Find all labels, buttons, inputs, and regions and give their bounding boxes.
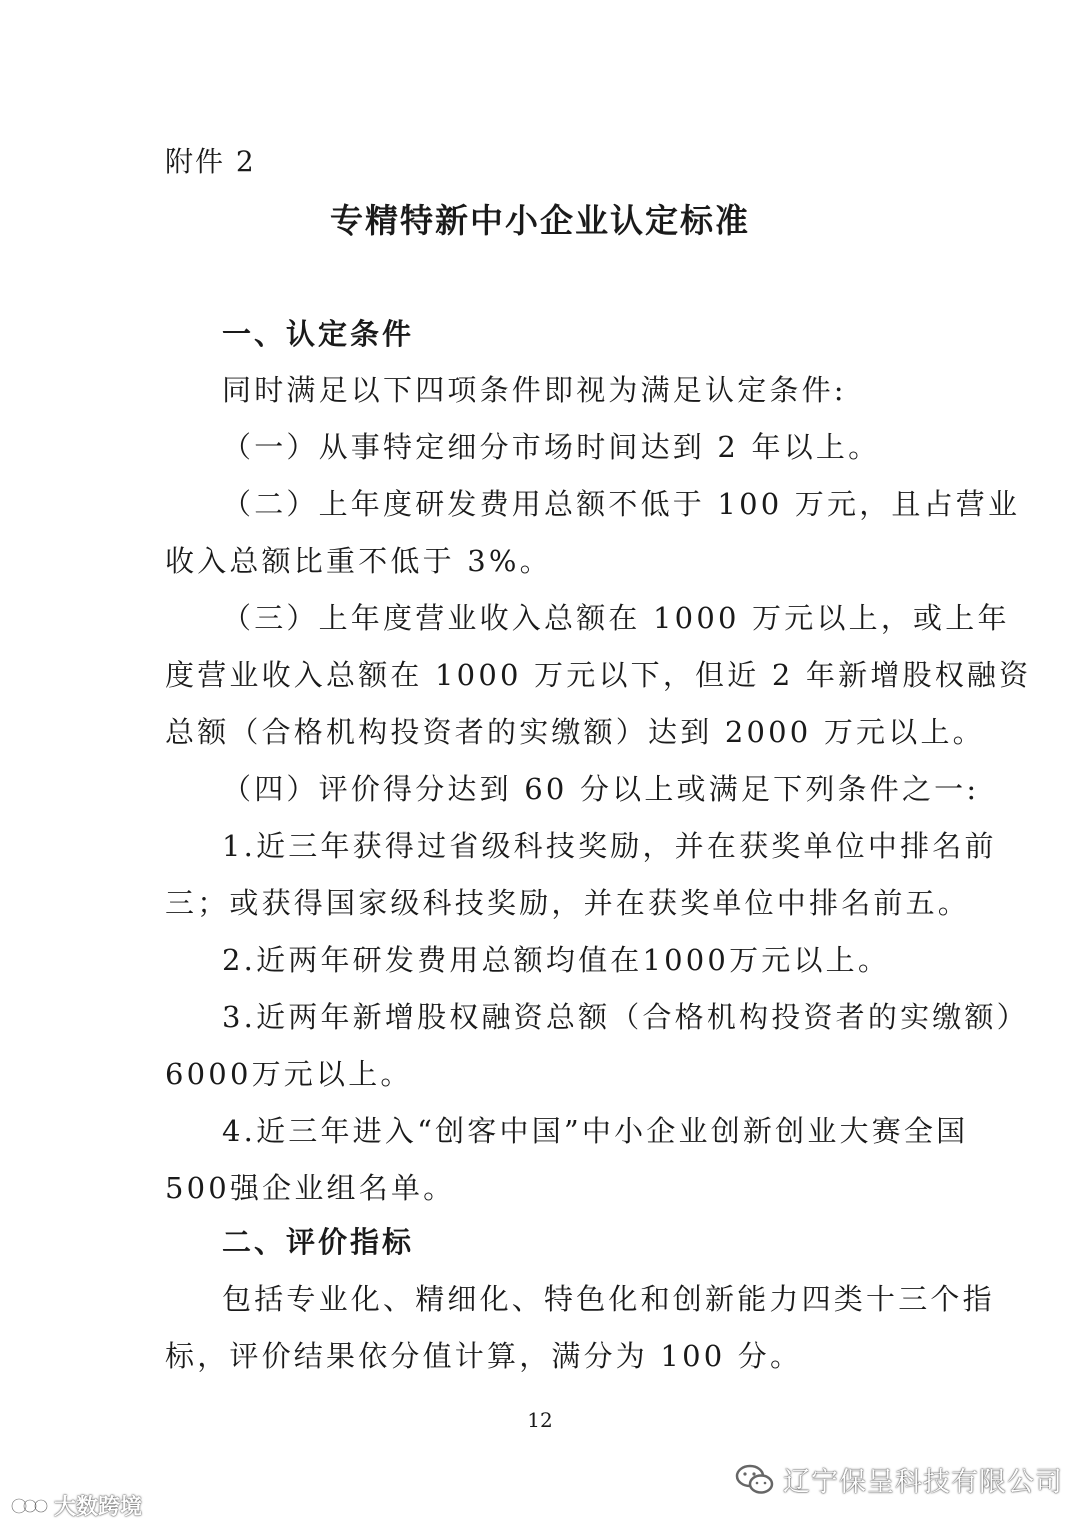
item1: （一）从事特定细分市场时间达到 2 年以上。 — [222, 430, 881, 464]
watermark-left — [10, 1490, 142, 1521]
sub1-line1: 1.近三年获得过省级科技奖励，并在获奖单位中排名前 — [222, 829, 997, 863]
watermark-left-text: 大数跨境 — [54, 1495, 143, 1520]
brand-logo-icon — [10, 1495, 50, 1517]
section2-heading: 二、评价指标 — [222, 1225, 415, 1259]
item2-line1: （二）上年度研发费用总额不低于 100 万元，且占营业 — [222, 487, 1021, 521]
sub3-line1: 3.近两年新增股权融资总额（合格机构投资者的实缴额） — [222, 1000, 1029, 1034]
sub4-line1: 4.近三年进入“创客中国”中小企业创新创业大赛全国 — [222, 1114, 969, 1148]
sub2: 2.近两年研发费用总额均值在1000万元以上。 — [222, 943, 891, 977]
page-number: 12 — [527, 1408, 553, 1432]
item3-line1: （三）上年度营业收入总额在 1000 万元以上，或上年 — [222, 601, 1010, 635]
section1-intro: 同时满足以下四项条件即视为满足认定条件: — [222, 373, 847, 407]
sub4-line2: 500强企业组名单。 — [165, 1171, 456, 1205]
attachment-label: 附件 2 — [165, 145, 256, 178]
document-title: 专精特新中小企业认定标准 — [330, 201, 750, 240]
sub3-line2: 6000万元以上。 — [165, 1057, 413, 1091]
item3-line3: 总额（合格机构投资者的实缴额）达到 2000 万元以上。 — [165, 715, 985, 749]
item2-line2: 收入总额比重不低于 3%。 — [165, 544, 552, 578]
watermark-right-text: 辽宁保呈科技有限公司 — [783, 1467, 1063, 1498]
item4: （四）评价得分达到 60 分以上或满足下列条件之一: — [222, 772, 980, 806]
section1-heading: 一、认定条件 — [222, 317, 415, 351]
watermark-right — [735, 1460, 1063, 1499]
item3-line2: 度营业收入总额在 1000 万元以下，但近 2 年新增股权融资 — [165, 658, 1032, 692]
sub1-line2: 三；或获得国家级科技奖励，并在获奖单位中排名前五。 — [165, 886, 971, 920]
wechat-icon — [735, 1463, 775, 1497]
section2-line2: 标，评价结果依分值计算，满分为 100 分。 — [165, 1339, 803, 1373]
section2-line1: 包括专业化、精细化、特色化和创新能力四类十三个指 — [222, 1282, 995, 1316]
